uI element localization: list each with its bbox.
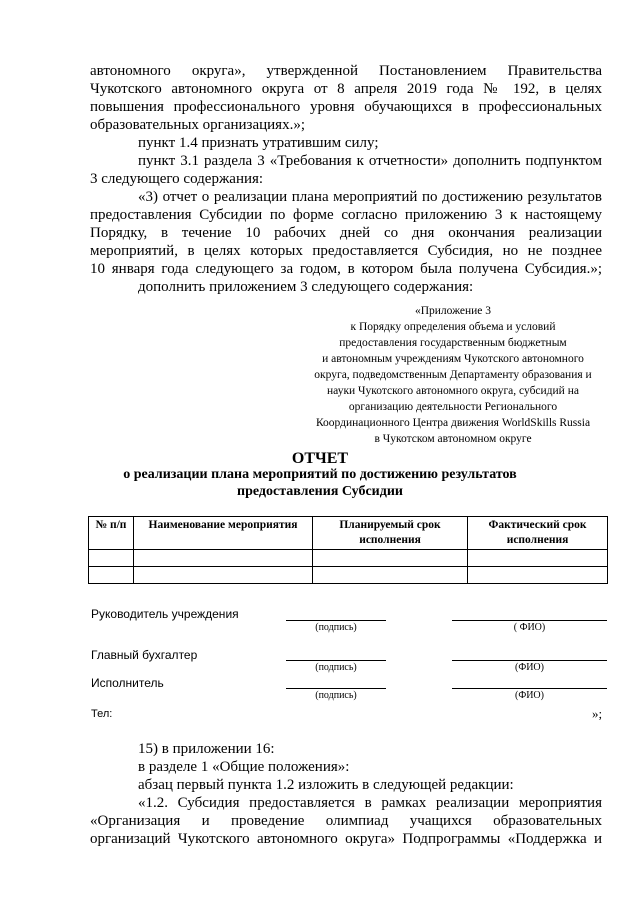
appendix-line: в Чукотском автономном округе xyxy=(374,433,532,445)
table-header-actual: Фактический срок исполнения xyxy=(468,517,608,550)
signature-caption: (подпись) xyxy=(315,622,357,633)
appendix-line: науки Чукотского автономного округа, субсидий на xyxy=(327,385,579,397)
fio-caption: ( ФИО) xyxy=(513,622,546,633)
table-header-planned: Планируемый срок исполнения xyxy=(313,517,468,550)
signature-caption: (подпись) xyxy=(315,690,357,701)
tel-label: Тел: xyxy=(91,708,113,720)
body-line: образовательных организациях.»; xyxy=(90,117,305,133)
report-title: ОТЧЕТ xyxy=(291,450,349,467)
signature-label-head: Руководитель учреждения xyxy=(91,607,239,621)
body-line: «Организация и проведение олимпиад учащихся образовательных xyxy=(90,813,602,829)
appendix-line: округа, подведомственным Департаменту образования и xyxy=(314,369,592,381)
appendix-line: и автономным учреждениям Чукотского автономного xyxy=(322,353,584,365)
body-line: организаций Чукотского автономного округа» Подпрограммы «Поддержка и xyxy=(90,831,602,847)
body-line: пункт 1.4 признать утратившим силу; xyxy=(138,135,379,151)
report-table xyxy=(88,516,608,584)
appendix-line: предоставления государственным бюджетным xyxy=(339,337,567,349)
signature-caption: (подпись) xyxy=(315,662,357,673)
table-header-number: № п/п xyxy=(89,517,134,550)
appendix-line: Координационного Центра движения WorldSkills Russia xyxy=(315,417,591,429)
fio-caption: (ФИО) xyxy=(514,662,544,673)
body-line: Чукотского автономного округа от 8 апреля 2019 года № 192, в целях xyxy=(90,81,602,97)
body-line: предоставления Субсидии по форме согласно приложению 3 к настоящему xyxy=(90,207,602,223)
appendix-line: организацию деятельности Регионального xyxy=(348,401,558,413)
signature-label-executor: Исполнитель xyxy=(91,676,164,690)
table-header-row xyxy=(89,517,608,550)
appendix-line: «Приложение 3 xyxy=(414,305,492,317)
body-line: абзац первый пункта 1.2 изложить в следующей редакции: xyxy=(138,777,514,793)
fio-line xyxy=(452,620,607,621)
body-line: повышения профессионального уровня обучающихся в профессиональных xyxy=(90,99,602,115)
report-subtitle: предоставления Субсидии xyxy=(237,484,403,499)
body-line: 3 следующего содержания: xyxy=(90,171,264,187)
body-line: в разделе 1 «Общие положения»: xyxy=(138,759,350,775)
body-line: 10 января года следующего за годом, в котором была получена Субсидия.»; xyxy=(90,261,602,277)
signature-label-accountant: Главный бухгалтер xyxy=(91,648,198,662)
body-line: Порядку, в течение 10 рабочих дней со дня окончания реализации xyxy=(90,225,602,241)
signature-line xyxy=(286,688,386,689)
fio-caption: (ФИО) xyxy=(514,690,544,701)
signature-line xyxy=(286,620,386,621)
body-line: автономного округа», утвержденной Постановлением Правительства xyxy=(90,63,602,79)
quote-end: »; xyxy=(592,706,603,721)
body-line: 15) в приложении 16: xyxy=(138,741,275,757)
body-line: «1.2. Субсидия предоставляется в рамках реализации мероприятия xyxy=(138,795,602,811)
body-line: дополнить приложением 3 следующего содержания: xyxy=(138,279,474,295)
fio-line xyxy=(452,660,607,661)
table-header-name: Наименование мероприятия xyxy=(134,517,313,550)
body-line: пункт 3.1 раздела 3 «Требования к отчетности» дополнить подпунктом xyxy=(138,153,602,169)
appendix-line: к Порядку определения объема и условий xyxy=(350,321,556,333)
fio-line xyxy=(452,688,607,689)
table-row xyxy=(89,567,608,584)
report-subtitle: о реализации плана мероприятий по достижению результатов xyxy=(123,467,517,482)
table-row xyxy=(89,550,608,567)
body-line: «3) отчет о реализации плана мероприятий по достижению результатов xyxy=(138,189,602,205)
signature-line xyxy=(286,660,386,661)
body-line: мероприятий, в целях которых предоставляется Субсидия, но не позднее xyxy=(90,243,602,259)
